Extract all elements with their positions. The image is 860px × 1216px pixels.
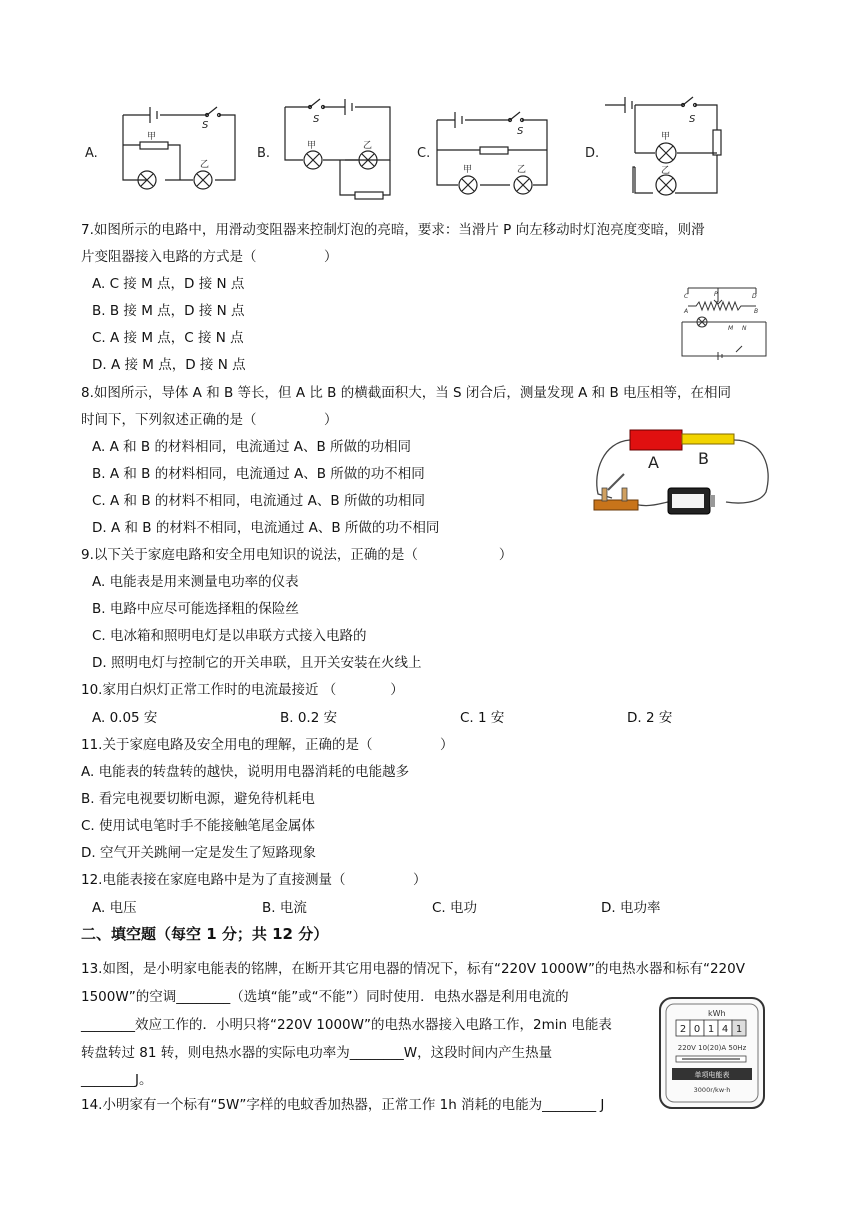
svg-text:M: M [728, 325, 734, 332]
svg-text:B.: B. [257, 146, 271, 161]
svg-text:乙: 乙 [363, 141, 373, 151]
q11-option-b[interactable]: B. 看完电视要切断电源，避免待机耗电 [81, 791, 315, 807]
q14-stem: 14.小明家有一个标有“5W”字样的电蚊香加热器，正常工作 1h 消耗的电能为________ J [81, 1097, 605, 1113]
svg-text:A.: A. [85, 146, 98, 161]
svg-text:A: A [684, 308, 689, 315]
svg-text:1: 1 [735, 1024, 743, 1035]
q12-option-d[interactable]: D. 电功率 [601, 900, 661, 916]
svg-text:C: C [684, 293, 689, 300]
q7-rheostat-figure [678, 282, 773, 360]
svg-text:甲: 甲 [307, 141, 317, 151]
svg-text:A: A [648, 453, 659, 472]
q13-line1: 13.如图，是小明家电能表的铭牌，在断开其它用电器的情况下，标有“220V 1000W”的电热水器和标有“220V [81, 961, 745, 977]
svg-text:S: S [517, 126, 524, 137]
q10-option-d[interactable]: D. 2 安 [627, 710, 673, 726]
svg-text:P: P [714, 291, 718, 298]
q10-option-a[interactable]: A. 0.05 安 [92, 710, 158, 726]
q7-option-c[interactable]: C. A 接 M 点，C 接 N 点 [92, 330, 244, 346]
q9-option-c[interactable]: C. 电冰箱和照明电灯是以串联方式接入电路的 [92, 628, 367, 644]
svg-text:甲: 甲 [147, 132, 157, 142]
svg-text:S: S [689, 114, 696, 125]
svg-text:甲: 甲 [463, 165, 473, 175]
svg-text:B: B [754, 308, 759, 315]
svg-text:乙: 乙 [517, 165, 527, 175]
q13-line3: ________效应工作的．小明只将“220V 1000W”的电热水器接入电路工作，2min 电能表 [81, 1017, 612, 1033]
q9-option-b[interactable]: B. 电路中应尽可能选择粗的保险丝 [92, 601, 299, 617]
circuit-options-svg [85, 95, 785, 205]
svg-text:D: D [752, 293, 757, 300]
q9-option-d[interactable]: D. 照明电灯与控制它的开关串联，且开关安装在火线上 [92, 655, 422, 671]
q7-option-b[interactable]: B. B 接 M 点，D 接 N 点 [92, 303, 245, 319]
svg-text:kWh: kWh [708, 1009, 726, 1018]
q9-stem: 9.以下关于家庭电路和安全用电知识的说法，正确的是（ ） [81, 547, 513, 563]
q13-line5: ________J。 [81, 1072, 153, 1088]
q11-option-c[interactable]: C. 使用试电笔时手不能接触笔尾金属体 [81, 818, 316, 834]
q9-option-a[interactable]: A. 电能表是用来测量电功率的仪表 [92, 574, 299, 590]
q8-option-a[interactable]: A. A 和 B 的材料相同，电流通过 A、B 所做的功相同 [92, 439, 412, 455]
q10-option-b[interactable]: B. 0.2 安 [280, 710, 338, 726]
svg-text:S: S [202, 120, 209, 131]
q8-option-c[interactable]: C. A 和 B 的材料不相同，电流通过 A、B 所做的功相同 [92, 493, 425, 509]
q7-option-a[interactable]: A. C 接 M 点，D 接 N 点 [92, 276, 245, 292]
q11-stem: 11.关于家庭电路及安全用电的理解，正确的是（ ） [81, 737, 454, 753]
circuit-options-row [85, 95, 785, 205]
svg-text:B: B [698, 449, 709, 468]
svg-text:3000r/kw·h: 3000r/kw·h [693, 1086, 731, 1094]
q8-stem-line2: 时间下，下列叙述正确的是（ ） [81, 412, 338, 428]
q13-electric-meter-figure [658, 996, 766, 1110]
q13-line2: 1500W”的空调________（选填“能”或“不能”）同时使用．电热水器是利用电流的 [81, 989, 569, 1005]
q10-stem: 10.家用白炽灯正常工作时的电流最接近 （ ） [81, 682, 404, 698]
q12-option-c[interactable]: C. 电功 [432, 900, 478, 916]
svg-text:甲: 甲 [661, 132, 671, 142]
svg-text:N: N [742, 325, 747, 332]
svg-text:1: 1 [707, 1024, 715, 1035]
q12-stem: 12.电能表接在家庭电路中是为了直接测量（ ） [81, 872, 427, 888]
svg-text:2: 2 [679, 1024, 687, 1035]
section-heading-fill-in: 二、填空题（每空 1 分；共 12 分） [81, 925, 329, 943]
svg-text:乙: 乙 [661, 166, 671, 176]
q8-option-d[interactable]: D. A 和 B 的材料不相同，电流通过 A、B 所做的功不相同 [92, 520, 440, 536]
svg-text:220V 10(20)A 50Hz: 220V 10(20)A 50Hz [677, 1044, 747, 1052]
svg-text:乙: 乙 [200, 160, 210, 170]
svg-text:S: S [313, 114, 320, 125]
q8-stem-line1: 8.如图所示，导体 A 和 B 等长，但 A 比 B 的横截面积大，当 S 闭合后，测量发现 A 和 B 电压相等，在相同 [81, 385, 732, 401]
q7-stem-line1: 7.如图所示的电路中，用滑动变阻器来控制灯泡的亮暗，要求：当滑片 P 向左移动时灯泡亮度变暗，则滑 [81, 222, 705, 238]
svg-text:C.: C. [417, 146, 431, 161]
q12-option-b[interactable]: B. 电流 [262, 900, 307, 916]
q10-option-c[interactable]: C. 1 安 [460, 710, 505, 726]
q7-option-d[interactable]: D. A 接 M 点，D 接 N 点 [92, 357, 246, 373]
svg-text:4: 4 [721, 1024, 729, 1035]
svg-text:D.: D. [585, 146, 600, 161]
svg-text:单项电能表: 单项电能表 [694, 1071, 730, 1079]
q7-stem-line2: 片变阻器接入电路的方式是（ ） [81, 249, 338, 265]
q13-line4: 转盘转过 81 转，则电热水器的实际电功率为________W，这段时间内产生热量 [81, 1045, 553, 1061]
q8-option-b[interactable]: B. A 和 B 的材料相同，电流通过 A、B 所做的功不相同 [92, 466, 425, 482]
q11-option-d[interactable]: D. 空气开关跳闸一定是发生了短路现象 [81, 845, 316, 861]
svg-text:0: 0 [693, 1024, 701, 1035]
q11-option-a[interactable]: A. 电能表的转盘转的越快，说明用电器消耗的电能越多 [81, 764, 410, 780]
q8-conductor-figure [588, 422, 778, 522]
q12-option-a[interactable]: A. 电压 [92, 900, 137, 916]
